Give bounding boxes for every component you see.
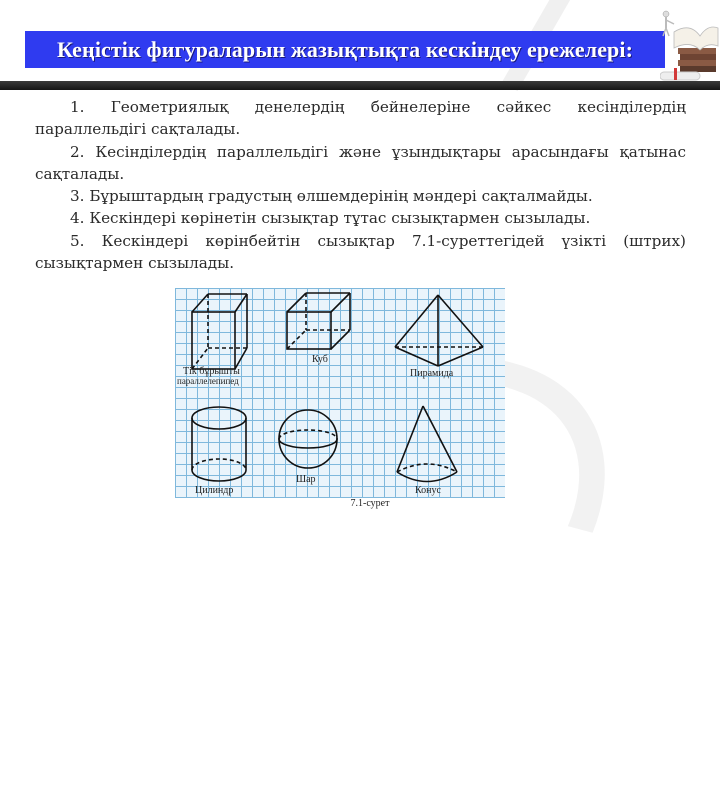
label-sphere: Шар	[296, 474, 316, 485]
cube-drawing	[287, 293, 350, 349]
cone-drawing	[397, 406, 457, 482]
label-prism-line2: параллелепипед	[177, 376, 239, 386]
label-cone: Конус	[415, 485, 441, 496]
rule-4: 4. Кескіндері көрінетін сызықтар тұтас сызықтармен сызылады.	[70, 209, 591, 228]
title-band	[25, 31, 665, 68]
rule-5: 5. Кескіндері көрінбейтін сызықтар 7.1-суреттегідей үзікті (штрих) сызықтармен сызылады.	[35, 231, 686, 273]
label-cube: Куб	[312, 354, 328, 365]
books-and-figure-icon	[660, 2, 720, 82]
solids-figure	[175, 288, 505, 498]
slide-title: Кеңістік фигураларын жазықтықта кескіндеу ережелері:	[56, 36, 634, 62]
label-cylinder: Цилиндр	[195, 485, 234, 496]
label-pyramid: Пирамида	[410, 368, 454, 379]
cylinder-drawing	[192, 407, 246, 481]
rule-3: 3. Бұрыштардың градустың өлшемдерінің мәндері сақталмайды.	[70, 187, 593, 206]
rectangular-prism-drawing	[192, 294, 247, 369]
label-prism-line1: Тік бұрышты	[183, 366, 240, 377]
header-divider	[0, 81, 720, 90]
rule-2: 2. Кесінділердің параллельдігі және ұзындықтары арасындағы қатынас сақталады.	[35, 142, 686, 183]
rule-1: 1. Геометриялық денелердің бейнелеріне сәйкес кесінділердің параллельдігі сақталады.	[35, 98, 686, 139]
sphere-drawing	[279, 410, 337, 468]
rules-list	[35, 96, 686, 274]
pyramid-drawing	[395, 295, 483, 366]
figure-caption: 7.1-сурет	[350, 498, 390, 509]
